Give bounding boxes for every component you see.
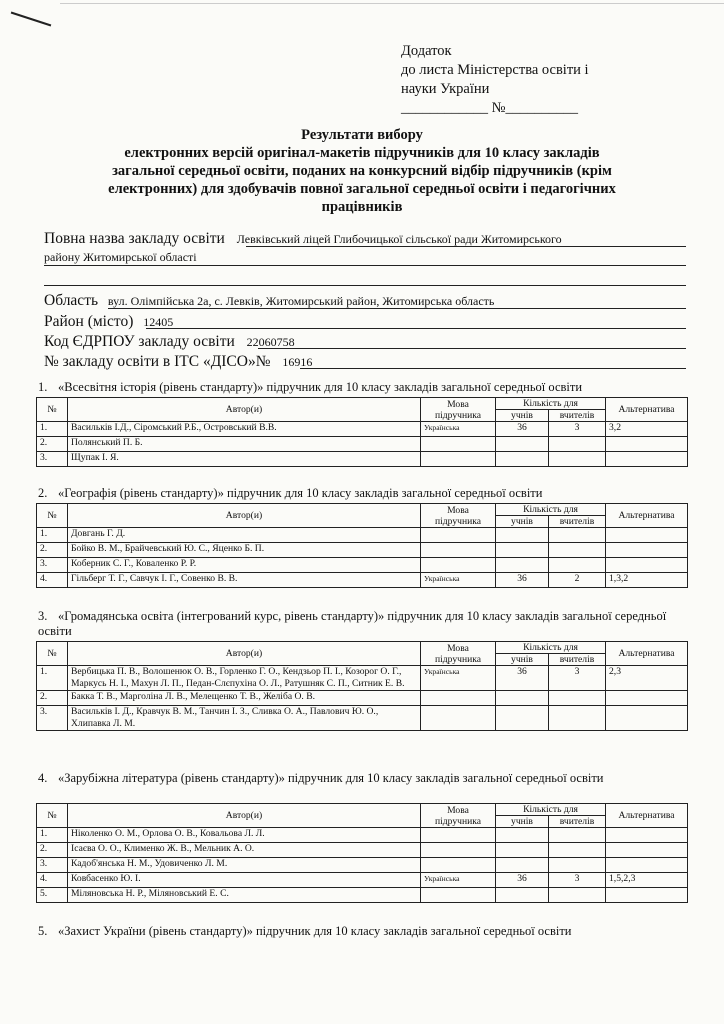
row-number: 1. (37, 422, 68, 437)
underline (300, 368, 686, 369)
col-students: учнів (496, 410, 549, 422)
row-alternative: 2,3 (606, 666, 688, 691)
section-number: 5. (38, 924, 48, 938)
section-number: 1. (38, 380, 48, 394)
table-row (37, 706, 688, 731)
row-students (496, 437, 549, 452)
row-language (421, 843, 496, 858)
row-authors: Ісаєва О. О., Клименко Ж. В., Мельник А. О. (68, 843, 421, 858)
row-alternative: 3,2 (606, 422, 688, 437)
row-language (421, 858, 496, 873)
row-language (421, 706, 496, 731)
row-number: 3. (37, 452, 68, 467)
its-value: 16916 (282, 355, 313, 369)
addendum-line-3: науки України (401, 81, 490, 97)
row-authors: Кадоб'янська Н. М., Удовиченко Л. М. (68, 858, 421, 873)
table-row (37, 666, 688, 691)
row-teachers (549, 437, 606, 452)
row-teachers (549, 452, 606, 467)
col-alt: Альтернатива (606, 804, 688, 828)
addendum-header (401, 42, 589, 118)
section-number: 4. (38, 771, 48, 785)
row-teachers (549, 558, 606, 573)
col-author: Автор(и) (68, 804, 421, 828)
row-number: 1. (37, 828, 68, 843)
edrpou-label: Код ЄДРПОУ закладу освіти (44, 333, 235, 350)
section-text: «Захист України (рівень стандарту)» підручник для 10 класу закладів загальної середньої освіти (58, 924, 572, 938)
row-students (496, 691, 549, 706)
section-2-table (36, 503, 688, 588)
row-alternative (606, 452, 688, 467)
section-number: 3. (38, 609, 48, 623)
row-number: 1. (37, 528, 68, 543)
row-alternative (606, 437, 688, 452)
row-authors: Бакка Т. В., Марголіна Л. В., Мелещенко Т. В., Желіба О. В. (68, 691, 421, 706)
col-num: № (37, 804, 68, 828)
table-row (37, 873, 688, 888)
row-language (421, 888, 496, 903)
section-4-table (36, 803, 688, 903)
row-alternative (606, 558, 688, 573)
section-5-title (38, 924, 698, 939)
table-row (37, 528, 688, 543)
row-authors: Ніколенко О. М., Орлова О. В., Ковальова Л. Л. (68, 828, 421, 843)
row-number: 3. (37, 858, 68, 873)
col-students: учнів (496, 816, 549, 828)
col-alt: Альтернатива (606, 642, 688, 666)
row-authors: Ковбасенко Ю. І. (68, 873, 421, 888)
section-text: «Всесвітня історія (рівень стандарту)» підручник для 10 класу закладів загальної середньої освіти (58, 380, 583, 394)
row-language (421, 828, 496, 843)
row-students (496, 558, 549, 573)
col-students: учнів (496, 654, 549, 666)
section-1-title (38, 380, 698, 395)
col-lang: Мова підручника (421, 804, 496, 828)
table-row (37, 691, 688, 706)
row-number: 1. (37, 666, 68, 691)
title-line-4: електронних) для здобувачів повної загальної середньої освіти і педагогічних (108, 181, 616, 197)
col-lang: Мова підручника (421, 642, 496, 666)
row-students (496, 888, 549, 903)
row-language (421, 528, 496, 543)
row-authors: Гільберг Т. Г., Савчук І. Г., Совенко В. В. (68, 573, 421, 588)
row-students (496, 543, 549, 558)
school-name-value-2: району Житомирської області (44, 250, 197, 264)
row-alternative (606, 843, 688, 858)
row-number: 2. (37, 691, 68, 706)
row-students (496, 858, 549, 873)
row-number: 2. (37, 543, 68, 558)
row-number: 2. (37, 437, 68, 452)
row-alternative (606, 858, 688, 873)
row-number: 4. (37, 873, 68, 888)
underline (44, 265, 686, 266)
pen-mark (11, 12, 52, 27)
region-label: Область (44, 292, 99, 309)
row-number: 3. (37, 706, 68, 731)
section-text: «Громадянська освіта (інтегрований курс, рівень стандарту)» підручник для 10 класу закладів загальної середньої освіти (38, 609, 667, 638)
table-row (37, 422, 688, 437)
col-author: Автор(и) (68, 398, 421, 422)
row-students: 36 (496, 573, 549, 588)
addendum-line-4: ____________ №__________ (401, 100, 578, 116)
col-lang: Мова підручника (421, 504, 496, 528)
col-teachers: вчителів (549, 516, 606, 528)
its-field (44, 353, 312, 371)
row-alternative (606, 691, 688, 706)
col-count: Кількість для (496, 804, 606, 816)
row-authors: Коберник С. Г., Коваленко Р. Р. (68, 558, 421, 573)
document-title (40, 126, 684, 216)
row-authors: Бойко В. М., Брайчевський Ю. С., Яценко Б. П. (68, 543, 421, 558)
section-1-table (36, 397, 688, 467)
underline (44, 285, 686, 286)
col-num: № (37, 642, 68, 666)
col-alt: Альтернатива (606, 504, 688, 528)
col-students: учнів (496, 516, 549, 528)
row-students (496, 843, 549, 858)
col-author: Автор(и) (68, 642, 421, 666)
table-row (37, 843, 688, 858)
row-language: Українська (421, 666, 496, 691)
row-teachers (549, 858, 606, 873)
row-teachers (549, 828, 606, 843)
table-row (37, 437, 688, 452)
col-alt: Альтернатива (606, 398, 688, 422)
row-teachers (549, 528, 606, 543)
table-header-row (37, 504, 688, 516)
col-author: Автор(и) (68, 504, 421, 528)
row-alternative: 1,3,2 (606, 573, 688, 588)
row-students (496, 828, 549, 843)
col-count: Кількість для (496, 504, 606, 516)
row-language (421, 558, 496, 573)
row-teachers: 2 (549, 573, 606, 588)
row-students: 36 (496, 666, 549, 691)
row-authors: Міляновська Н. Р., Міляновський Е. С. (68, 888, 421, 903)
row-students (496, 706, 549, 731)
section-text: «Географія (рівень стандарту)» підручник для 10 класу закладів загальної середньої освіти (58, 486, 543, 500)
section-3-table (36, 641, 688, 731)
row-teachers (549, 691, 606, 706)
row-students (496, 528, 549, 543)
row-language: Українська (421, 422, 496, 437)
row-authors: Полянський П. Б. (68, 437, 421, 452)
col-lang: Мова підручника (421, 398, 496, 422)
title-line-3: загальної середньої освіти, поданих на конкурсний відбір підручників (крім (112, 163, 612, 179)
table-row (37, 543, 688, 558)
row-number: 4. (37, 573, 68, 588)
col-num: № (37, 504, 68, 528)
underline (108, 308, 686, 309)
district-value: 12405 (143, 315, 174, 329)
title-line-5: працівників (321, 199, 403, 215)
table-row (37, 888, 688, 903)
table-row (37, 452, 688, 467)
row-language: Українська (421, 873, 496, 888)
section-number: 2. (38, 486, 48, 500)
row-language (421, 437, 496, 452)
table-row (37, 828, 688, 843)
row-alternative: 1,5,2,3 (606, 873, 688, 888)
row-teachers (549, 888, 606, 903)
section-4-title (38, 771, 698, 786)
row-authors: Довгань Г. Д. (68, 528, 421, 543)
row-language (421, 543, 496, 558)
row-students: 36 (496, 873, 549, 888)
region-value: вул. Олімпійська 2а, с. Левків, Житомирський район, Житомирська область (107, 294, 495, 308)
section-text: «Зарубіжна література (рівень стандарту)» підручник для 10 класу закладів загальної середньої освіти (58, 771, 604, 785)
section-2-title (38, 486, 698, 501)
underline (246, 246, 686, 247)
row-teachers: 3 (549, 666, 606, 691)
table-header-row (37, 398, 688, 410)
col-count: Кількість для (496, 642, 606, 654)
table-row (37, 558, 688, 573)
underline (258, 348, 686, 349)
col-num: № (37, 398, 68, 422)
row-teachers (549, 543, 606, 558)
row-number: 2. (37, 843, 68, 858)
row-authors: Васильків І. Д., Кравчук В. М., Танчин І. З., Сливка О. А., Павлович Ю. О., Хлипавка Л. М. (68, 706, 421, 731)
row-alternative (606, 543, 688, 558)
row-number: 3. (37, 558, 68, 573)
row-authors: Васильків І.Д., Сіромський Р.Б., Островський В.В. (68, 422, 421, 437)
col-count: Кількість для (496, 398, 606, 410)
its-label: № закладу освіти в ІТС «ДІСО»№ (44, 353, 271, 370)
row-authors: Щупак І. Я. (68, 452, 421, 467)
col-teachers: вчителів (549, 410, 606, 422)
title-line-1: Результати вибору (301, 127, 423, 143)
table-header-row (37, 804, 688, 816)
row-students (496, 452, 549, 467)
row-authors: Вербицька П. В., Волошенюк О. В., Горленко Г. О., Кендзьор П. І., Козорог О. Г., Маркусь Н. І., Махун Л. П., Педан-Слєпухіна О. Л., Ратушняк С. П., Ситник Е. В. (68, 666, 421, 691)
section-3-title (38, 609, 698, 639)
row-alternative (606, 706, 688, 731)
title-line-2: електронних версій оригінал-макетів підручників для 10 класу закладів (124, 145, 600, 161)
school-name-value-1: Левківський ліцей Глибочицької сільської ради Житомирського (236, 232, 562, 246)
row-language (421, 452, 496, 467)
table-row (37, 573, 688, 588)
school-name-label: Повна назва закладу освіти (44, 230, 225, 247)
row-alternative (606, 528, 688, 543)
row-teachers: 3 (549, 422, 606, 437)
row-language (421, 691, 496, 706)
row-teachers (549, 706, 606, 731)
scan-edge-line (60, 3, 724, 4)
col-teachers: вчителів (549, 654, 606, 666)
row-teachers: 3 (549, 873, 606, 888)
table-row (37, 858, 688, 873)
row-teachers (549, 843, 606, 858)
table-header-row (37, 642, 688, 654)
district-label: Район (місто) (44, 313, 134, 330)
underline (146, 328, 686, 329)
edrpou-value: 22060758 (246, 335, 295, 349)
row-number: 5. (37, 888, 68, 903)
addendum-line-2: до листа Міністерства освіти і (401, 62, 589, 78)
row-language: Українська (421, 573, 496, 588)
row-alternative (606, 888, 688, 903)
addendum-line-1: Додаток (401, 43, 452, 59)
row-alternative (606, 828, 688, 843)
row-students: 36 (496, 422, 549, 437)
col-teachers: вчителів (549, 816, 606, 828)
